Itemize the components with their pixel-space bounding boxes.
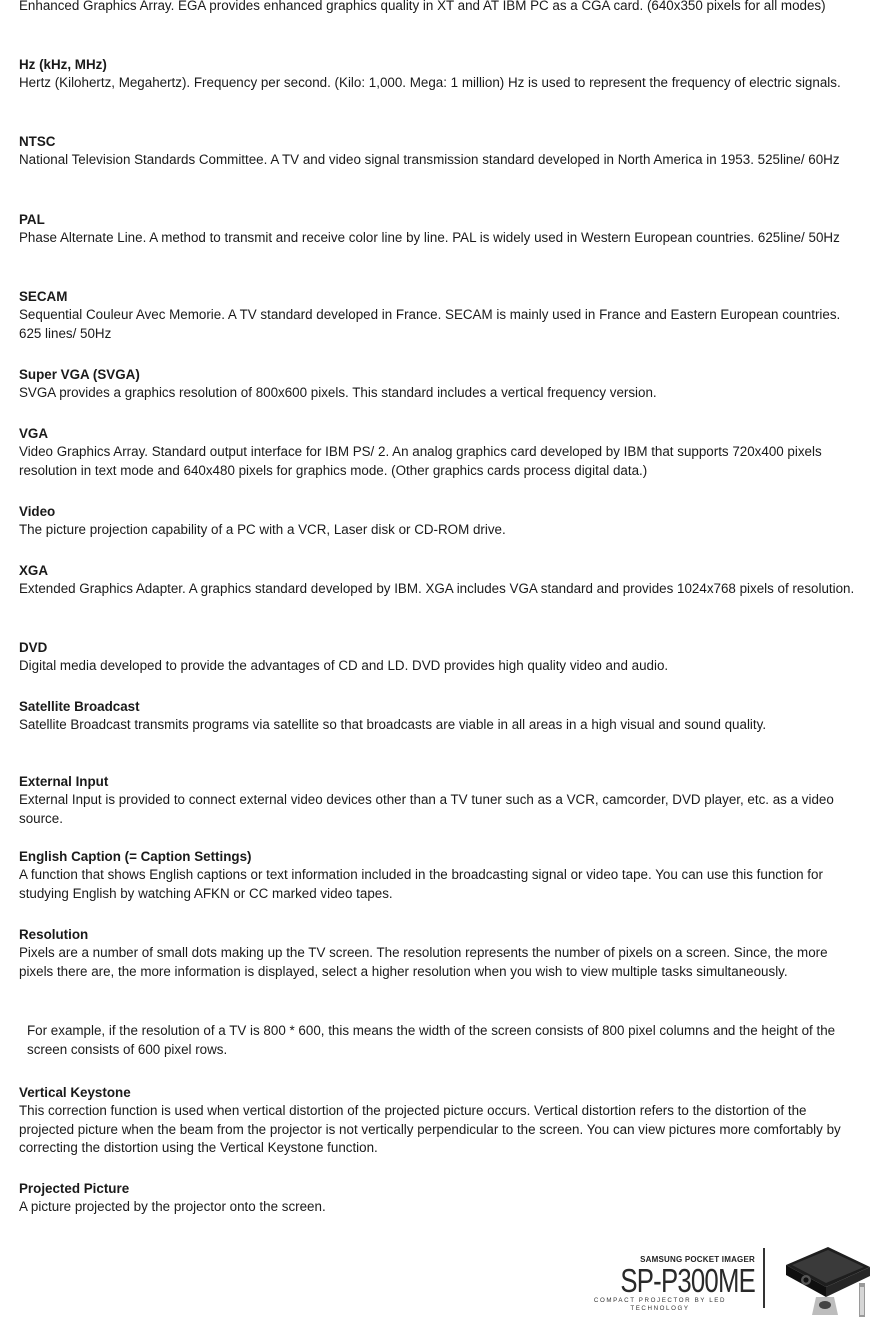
resolution-example: For example, if the resolution of a TV is 800 * 600, this means the width of the screen consists of 800 pixel columns and the height of the screen consists of 600 pixel rows. [27,1023,836,1057]
entry-svga [19,365,855,403]
entry-secam [19,287,855,343]
term: DVD [19,640,48,655]
entry-hz [19,55,855,93]
definition: Video Graphics Array. Standard output interface for IBM PS/ 2. An analog graphics card developed by IBM that supports 720x400 pixels resolution in text mode and 640x480 pixels for graphics mode. (Other graphics cards process digital data.) [19,444,822,478]
projector-image [776,1243,873,1319]
term: External Input [19,774,109,789]
definition: Digital media developed to provide the advantages of CD and LD. DVD provides high quality video and audio. [19,658,669,673]
footer-divider [763,1248,765,1308]
ega-definition [19,0,855,16]
term: Satellite Broadcast [19,699,140,714]
entry-vertical-keystone [19,1083,855,1158]
term: VGA [19,426,49,441]
term: SECAM [19,289,68,304]
term: Hz (kHz, MHz) [19,57,107,72]
definition: External Input is provided to connect external video devices other than a TV tuner such as a VCR, camcorder, DVD player, etc. as a video source. [19,792,834,826]
brand-logo [565,1255,755,1313]
term: XGA [19,563,49,578]
entry-resolution [19,925,855,981]
definition: Extended Graphics Adapter. A graphics standard developed by IBM. XGA includes VGA standard and provides 1024x768 pixels of resolution. [19,581,855,596]
entry-external-input [19,772,855,828]
definition: Pixels are a number of small dots making up the TV screen. The resolution represents the number of pixels on a screen. Since, the more pixels there are, the more information is displayed, select a higher resolution when you wish to view multiple tasks simultaneously. [19,945,828,979]
term: English Caption (= Caption Settings) [19,849,252,864]
definition: A function that shows English captions or text information included in the broadcasting signal or video tape. You can use this function for studying English by watching AFKN or CC marked video tapes. [19,867,823,901]
entry-english-caption [19,847,855,903]
entry-satellite-broadcast [19,697,855,735]
entry-vga [19,424,855,480]
definition: The picture projection capability of a PC with a VCR, Laser disk or CD-ROM drive. [19,522,506,537]
term: PAL [19,212,45,227]
definition: A picture projected by the projector onto the screen. [19,1199,326,1214]
definition: Sequential Couleur Avec Memorie. A TV standard developed in France. SECAM is mainly used in France and Eastern European countries. 625 lines/ 50Hz [19,307,841,341]
definition: Satellite Broadcast transmits programs via satellite so that broadcasts are viable in all areas in a high visual and sound quality. [19,717,767,732]
term: NTSC [19,134,56,149]
definition: SVGA provides a graphics resolution of 800x600 pixels. This standard includes a vertical frequency version. [19,385,657,400]
entry-dvd [19,638,855,676]
entry-ntsc [19,132,855,170]
model-name: SP-P300ME [620,1262,755,1299]
projector-icon [786,1247,870,1317]
definition: This correction function is used when vertical distortion of the projected picture occurs. Vertical distortion refers to the distortion of the projected picture when the beam from the projector is not vertically perpendicular to the screen. You can view pictures more comfortably by correcting the distortion using the Vertical Keystone function. [19,1103,841,1156]
term: Vertical Keystone [19,1085,131,1100]
term: Resolution [19,927,89,942]
term: Super VGA (SVGA) [19,367,140,382]
definition: Phase Alternate Line. A method to transmit and receive color line by line. PAL is widely used in Western European countries. 625line/ 50Hz [19,230,840,245]
entry-xga [19,561,855,599]
definition: National Television Standards Committee. A TV and video signal transmission standard developed in North America in 1953. 525line/ 60Hz [19,152,840,167]
brand-tagline: COMPACT PROJECTOR BY LED TECHNOLOGY [593,1297,727,1312]
definition: Hertz (Kilohertz, Megahertz). Frequency per second. (Kilo: 1,000. Mega: 1 million) Hz is used to represent the frequency of electric signals. [19,75,841,90]
intro-text: Enhanced Graphics Array. EGA provides enhanced graphics quality in XT and AT IBM PC as a CGA card. (640x350 pixels for all modes) [19,0,826,13]
brand-series: SAMSUNG POCKET IMAGER [640,1255,755,1264]
term: Video [19,504,56,519]
entry-video [19,502,855,540]
term: Projected Picture [19,1181,130,1196]
entry-pal [19,210,855,248]
entry-projected-picture [19,1179,855,1217]
